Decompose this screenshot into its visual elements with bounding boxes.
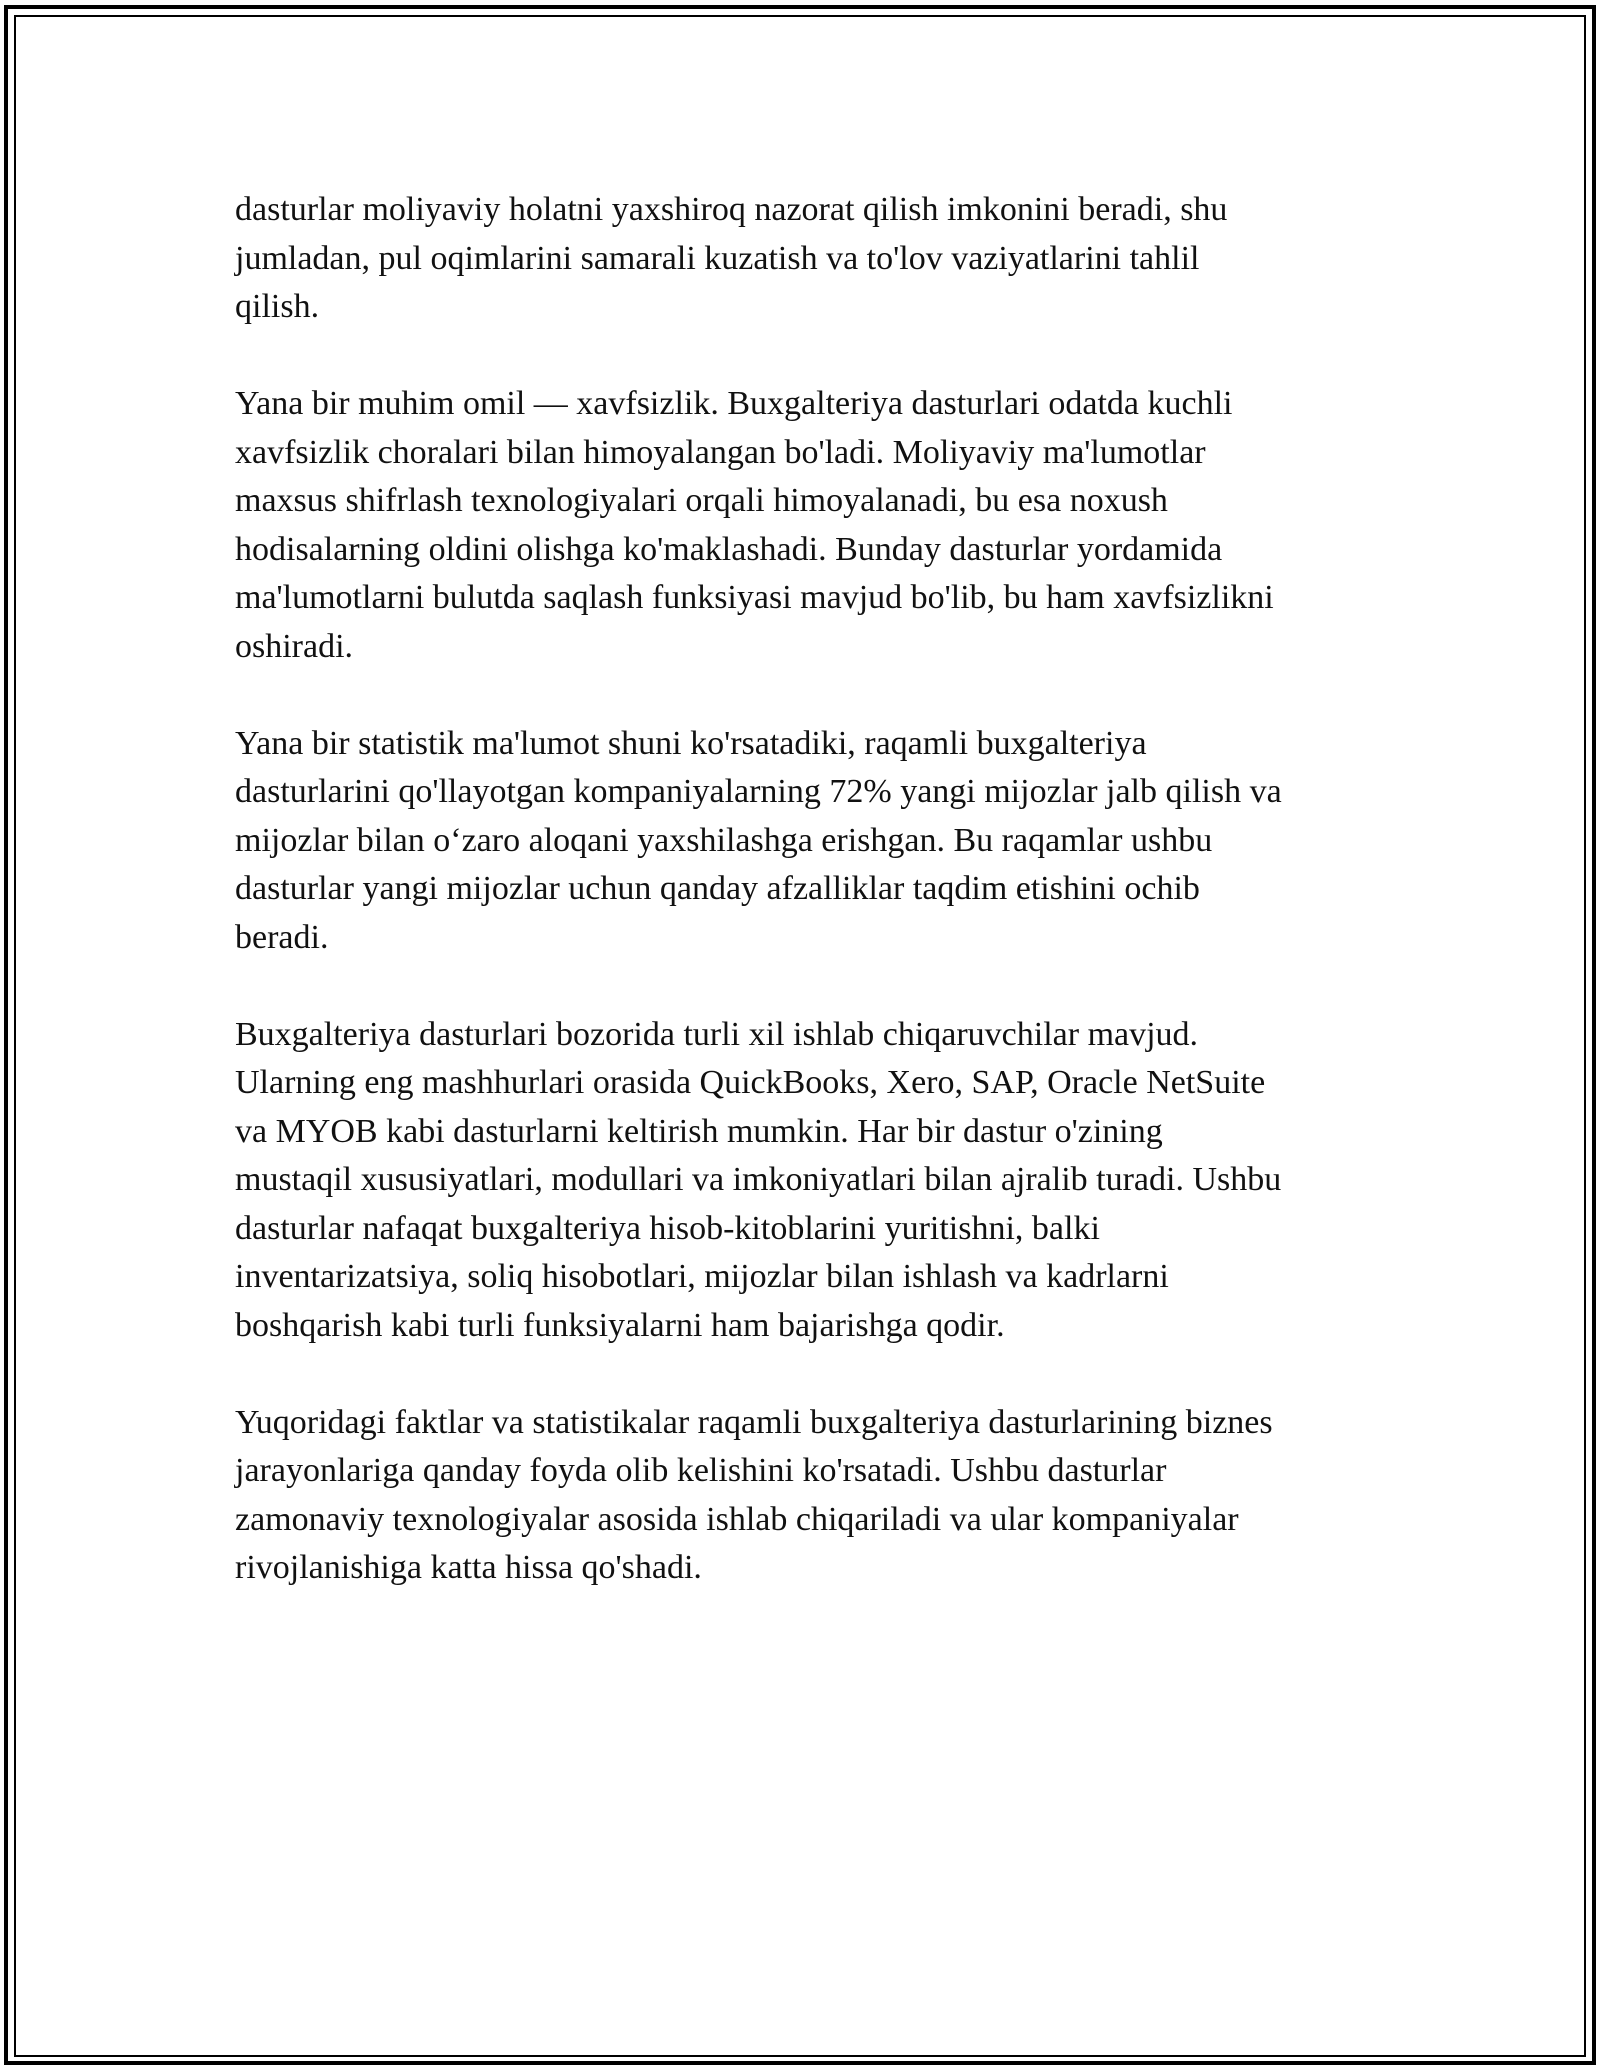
paragraph-1 (235, 186, 1395, 332)
text-line: jarayonlariga qanday foyda olib kelishini ko'rsatadi. Ushbu dasturlar (235, 1452, 1167, 1489)
text-line: xavfsizlik choralari bilan himoyalangan bo'ladi. Moliyaviy ma'lumotlar (235, 433, 1206, 471)
text-line: qilish. (235, 288, 320, 325)
text-line: Ularning eng mashhurlari orasida QuickBooks, Xero, SAP, Oracle NetSuite (235, 1064, 1266, 1101)
text-line: mijozlar bilan o‘zaro aloqani yaxshilashga erishgan. Bu raqamlar ushbu (235, 821, 1213, 859)
text-line: Buxgalteriya dasturlari bozorida turli xil ishlab chiqaruvchilar mavjud. (235, 1015, 1199, 1053)
document-body (235, 186, 1395, 1641)
text-line: maxsus shifrlash texnologiyalari orqali himoyalanadi, bu esa noxush (235, 482, 1168, 519)
text-line: boshqarish kabi turli funksiyalarni ham bajarishga qodir. (235, 1306, 1005, 1344)
text-line: va MYOB kabi dasturlarni keltirish mumkin. Har bir dastur o'zining (235, 1112, 1163, 1150)
paragraph-4 (235, 1011, 1395, 1351)
paragraph-5 (235, 1399, 1395, 1593)
text-line: inventarizatsiya, soliq hisobotlari, mijozlar bilan ishlash va kadrlarni (235, 1258, 1169, 1295)
text-line: zamonaviy texnologiyalar asosida ishlab chiqariladi va ular kompaniyalar (235, 1500, 1239, 1538)
text-line: dasturlarini qo'llayotgan kompaniyalarning 72% yangi mijozlar jalb qilish va (235, 773, 1282, 810)
text-line: hodisalarning oldini olishga ko'maklashadi. Bunday dasturlar yordamida (235, 530, 1223, 568)
text-line: beradi. (235, 918, 329, 956)
text-line: oshiradi. (235, 627, 354, 665)
text-line: dasturlar moliyaviy holatni yaxshiroq nazorat qilish imkonini beradi, shu (235, 191, 1228, 228)
text-line: dasturlar nafaqat buxgalteriya hisob-kitoblarini yuritishni, balki (235, 1209, 1100, 1247)
text-line: Yana bir statistik ma'lumot shuni ko'rsatadiki, raqamli buxgalteriya (235, 724, 1147, 762)
text-line: ma'lumotlarni bulutda saqlash funksiyasi mavjud bo'lib, bu ham xavfsizlikni (235, 579, 1274, 616)
paragraph-2 (235, 380, 1395, 671)
text-line: dasturlar yangi mijozlar uchun qanday afzalliklar taqdim etishini ochib (235, 870, 1200, 907)
text-line: rivojlanishiga katta hissa qo'shadi. (235, 1549, 702, 1586)
paragraph-3 (235, 720, 1395, 963)
text-line: jumladan, pul oqimlarini samarali kuzatish va to'lov vaziyatlarini tahlil (235, 239, 1200, 277)
text-line: Yana bir muhim omil — xavfsizlik. Buxgalteriya dasturlari odatda kuchli (235, 385, 1233, 422)
text-line: mustaqil xususiyatlari, modullari va imkoniyatlari bilan ajralib turadi. Ushbu (235, 1161, 1282, 1198)
text-line: Yuqoridagi faktlar va statistikalar raqamli buxgalteriya dasturlarining biznes (235, 1403, 1273, 1441)
